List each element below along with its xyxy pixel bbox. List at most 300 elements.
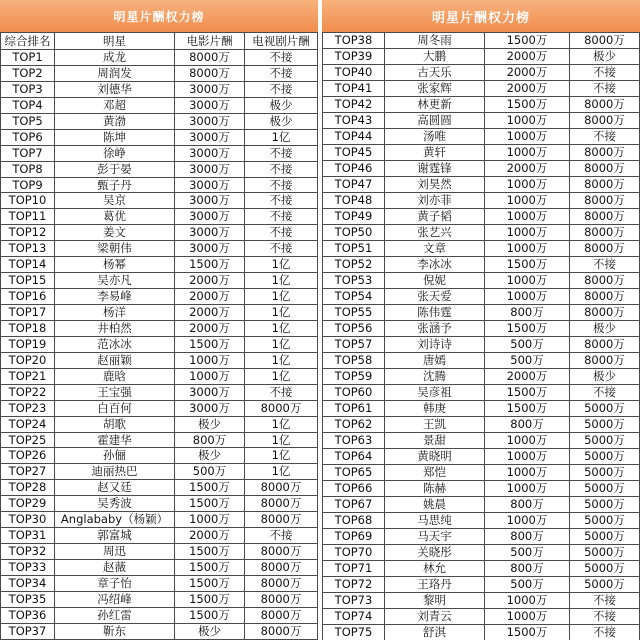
table-row	[0, 146, 318, 162]
film-fee-cell: 1500万	[175, 576, 245, 591]
rank-cell: TOP67	[322, 497, 385, 512]
star-name-cell: 周迅	[55, 544, 175, 559]
table-row	[0, 464, 318, 480]
star-name-cell: 汤唯	[385, 129, 485, 144]
rank-cell: TOP3	[0, 82, 55, 97]
film-fee-header: 电影片酬	[175, 33, 245, 49]
rank-cell: TOP52	[322, 257, 385, 272]
table-row	[322, 529, 640, 545]
star-name-cell: 靳东	[55, 624, 175, 639]
star-name-cell: 孙俪	[55, 448, 175, 463]
table-row	[322, 545, 640, 561]
rank-cell: TOP12	[0, 225, 55, 240]
star-name-cell: 胡歌	[55, 417, 175, 432]
tv-fee-cell: 8000万	[570, 241, 640, 256]
star-name-cell: 林更新	[385, 97, 485, 112]
star-name-cell: 郑恺	[385, 465, 485, 480]
star-name-cell: 吴亦凡	[55, 273, 175, 288]
table-row	[0, 369, 318, 385]
film-fee-cell: 1500万	[485, 33, 570, 48]
rank-cell: TOP57	[322, 337, 385, 352]
tv-fee-cell: 1亿	[245, 305, 318, 320]
film-fee-cell: 3000万	[175, 146, 245, 161]
rank-cell: TOP4	[0, 98, 55, 113]
tv-fee-cell: 8000万	[245, 560, 318, 575]
film-fee-cell: 1000万	[485, 449, 570, 464]
rank-cell: TOP13	[0, 241, 55, 256]
star-name-cell: 孙红雷	[55, 608, 175, 623]
star-name-cell: 井柏然	[55, 321, 175, 336]
table-row	[0, 512, 318, 528]
tv-fee-cell: 8000万	[245, 624, 318, 639]
rank-cell: TOP50	[322, 225, 385, 240]
film-fee-cell: 1000万	[485, 289, 570, 304]
star-name-cell: 刘青云	[385, 609, 485, 624]
star-name-cell: 李易峰	[55, 289, 175, 304]
rank-cell: TOP61	[322, 401, 385, 416]
table-row	[0, 273, 318, 289]
film-fee-cell: 8000万	[175, 66, 245, 81]
rank-cell: TOP33	[0, 560, 55, 575]
tv-fee-cell: 5000万	[570, 417, 640, 432]
film-fee-cell: 1500万	[485, 625, 570, 640]
table-row	[322, 433, 640, 449]
table-row	[322, 481, 640, 497]
film-fee-cell: 3000万	[175, 401, 245, 416]
film-fee-cell: 1500万	[485, 385, 570, 400]
film-fee-cell: 800万	[485, 305, 570, 320]
star-name-cell: 彭于晏	[55, 162, 175, 177]
table-row	[0, 385, 318, 401]
film-fee-cell: 500万	[485, 577, 570, 592]
tv-fee-cell: 8000万	[570, 161, 640, 176]
table-row	[0, 193, 318, 209]
tv-fee-cell: 不接	[245, 385, 318, 400]
tv-fee-cell: 5000万	[570, 545, 640, 560]
star-name-cell: 黄子韬	[385, 209, 485, 224]
tv-fee-cell: 5000万	[570, 401, 640, 416]
film-fee-cell: 1500万	[485, 97, 570, 112]
table-row	[0, 162, 318, 178]
rank-cell: TOP60	[322, 385, 385, 400]
tv-fee-cell: 5000万	[570, 497, 640, 512]
table-row	[0, 289, 318, 305]
table-row	[322, 129, 640, 145]
tv-fee-cell: 5000万	[570, 433, 640, 448]
tv-fee-cell: 5000万	[570, 529, 640, 544]
tv-fee-cell: 5000万	[570, 561, 640, 576]
rank-cell: TOP22	[0, 385, 55, 400]
table-row	[0, 257, 318, 273]
tv-fee-cell: 不接	[245, 178, 318, 193]
table-row	[0, 592, 318, 608]
table-row	[322, 337, 640, 353]
film-fee-cell: 3000万	[175, 209, 245, 224]
star-name-cell: 周润发	[55, 66, 175, 81]
table-row	[322, 305, 640, 321]
film-fee-cell: 3000万	[175, 193, 245, 208]
rank-cell: TOP74	[322, 609, 385, 624]
table-row	[322, 33, 640, 49]
tv-fee-cell: 不接	[570, 81, 640, 96]
film-fee-cell: 1000万	[485, 481, 570, 496]
film-fee-cell: 1500万	[485, 321, 570, 336]
star-name-cell: 沈腾	[385, 369, 485, 384]
table-row	[0, 178, 318, 194]
tv-fee-cell: 不接	[570, 625, 640, 640]
film-fee-cell: 800万	[485, 497, 570, 512]
star-name-cell: 黄晓明	[385, 449, 485, 464]
tv-fee-cell: 不接	[245, 66, 318, 81]
film-fee-cell: 1500万	[175, 257, 245, 272]
rank-cell: TOP46	[322, 161, 385, 176]
rank-cell: TOP21	[0, 369, 55, 384]
star-name-cell: 刘昊然	[385, 177, 485, 192]
tv-fee-cell: 8000万	[570, 337, 640, 352]
rank-cell: TOP42	[322, 97, 385, 112]
table-row	[322, 97, 640, 113]
rank-cell: TOP31	[0, 528, 55, 543]
rank-cell: TOP49	[322, 209, 385, 224]
star-name-cell: 白百何	[55, 401, 175, 416]
film-fee-cell: 2000万	[485, 81, 570, 96]
star-name-cell: 郭富城	[55, 528, 175, 543]
rank-cell: TOP43	[322, 113, 385, 128]
film-fee-cell: 500万	[175, 464, 245, 479]
rank-cell: TOP58	[322, 353, 385, 368]
star-name-cell: 王珞丹	[385, 577, 485, 592]
film-fee-cell: 3000万	[175, 178, 245, 193]
film-fee-cell: 1000万	[485, 433, 570, 448]
film-fee-cell: 1000万	[175, 369, 245, 384]
table-row	[322, 289, 640, 305]
tv-fee-cell: 不接	[245, 225, 318, 240]
star-name-cell: 张涵予	[385, 321, 485, 336]
star-name-cell: 黎明	[385, 593, 485, 608]
rank-cell: TOP41	[322, 81, 385, 96]
rank-cell: TOP29	[0, 496, 55, 511]
star-name-cell: 章子怡	[55, 576, 175, 591]
star-name-cell: 高圆圆	[385, 113, 485, 128]
star-name-cell: 吴彦祖	[385, 385, 485, 400]
rank-cell: TOP30	[0, 512, 55, 527]
star-name-cell: 冯绍峰	[55, 592, 175, 607]
tv-fee-cell: 8000万	[570, 225, 640, 240]
table-row	[322, 369, 640, 385]
tv-fee-cell: 1亿	[245, 464, 318, 479]
star-name-cell: 古天乐	[385, 65, 485, 80]
table-row	[0, 417, 318, 433]
ranking-table-right	[322, 0, 640, 640]
star-name-cell: 舒淇	[385, 625, 485, 640]
tv-fee-cell: 8000万	[570, 273, 640, 288]
rank-cell: TOP16	[0, 289, 55, 304]
tv-fee-cell: 5000万	[570, 481, 640, 496]
rank-cell: TOP69	[322, 529, 385, 544]
table-header-row	[0, 33, 318, 50]
tv-fee-cell: 不接	[245, 50, 318, 65]
table-row	[322, 113, 640, 129]
tv-fee-cell: 不接	[570, 609, 640, 624]
star-name-cell: 赵薇	[55, 560, 175, 575]
table-row	[0, 130, 318, 146]
table-body	[0, 32, 318, 640]
star-name-cell: 文章	[385, 241, 485, 256]
rank-cell: TOP56	[322, 321, 385, 336]
film-fee-cell: 3000万	[175, 130, 245, 145]
table-title: 明星片酬权力榜	[322, 0, 640, 32]
table-row	[322, 49, 640, 65]
film-fee-cell: 2000万	[485, 65, 570, 80]
rank-cell: TOP53	[322, 273, 385, 288]
table-row	[0, 50, 318, 66]
rank-cell: TOP9	[0, 178, 55, 193]
rank-cell: TOP47	[322, 177, 385, 192]
rank-cell: TOP54	[322, 289, 385, 304]
table-row	[322, 401, 640, 417]
tv-fee-cell: 8000万	[245, 401, 318, 416]
star-name-cell: 陈坤	[55, 130, 175, 145]
film-fee-cell: 500万	[485, 545, 570, 560]
table-row	[322, 625, 640, 640]
film-fee-cell: 1000万	[485, 193, 570, 208]
tv-fee-cell: 1亿	[245, 433, 318, 448]
film-fee-cell: 1500万	[175, 496, 245, 511]
rank-cell: TOP23	[0, 401, 55, 416]
table-row	[0, 337, 318, 353]
tv-fee-cell: 1亿	[245, 257, 318, 272]
table-row	[0, 576, 318, 592]
film-fee-cell: 3000万	[175, 114, 245, 129]
table-row	[322, 561, 640, 577]
rank-cell: TOP26	[0, 448, 55, 463]
tv-fee-cell: 8000万	[245, 496, 318, 511]
film-fee-cell: 2000万	[485, 161, 570, 176]
table-row	[0, 82, 318, 98]
tv-fee-cell: 8000万	[570, 289, 640, 304]
tv-fee-cell: 不接	[570, 385, 640, 400]
table-row	[0, 353, 318, 369]
film-fee-cell: 1000万	[485, 273, 570, 288]
star-header: 明星	[55, 33, 175, 49]
rank-cell: TOP8	[0, 162, 55, 177]
tv-fee-cell: 极少	[570, 369, 640, 384]
rank-cell: TOP73	[322, 593, 385, 608]
star-name-cell: 赵丽颖	[55, 353, 175, 368]
star-name-cell: 周冬雨	[385, 33, 485, 48]
star-name-cell: 陈伟霆	[385, 305, 485, 320]
tv-fee-cell: 5000万	[570, 465, 640, 480]
rank-cell: TOP25	[0, 433, 55, 448]
film-fee-cell: 1000万	[485, 209, 570, 224]
rank-cell: TOP59	[322, 369, 385, 384]
tv-fee-cell: 8000万	[570, 209, 640, 224]
film-fee-cell: 1000万	[485, 113, 570, 128]
tv-fee-cell: 8000万	[570, 113, 640, 128]
star-name-cell: 刘亦菲	[385, 193, 485, 208]
rank-cell: TOP75	[322, 625, 385, 640]
rank-cell: TOP55	[322, 305, 385, 320]
table-row	[322, 145, 640, 161]
table-row	[0, 209, 318, 225]
film-fee-cell: 800万	[175, 433, 245, 448]
rank-cell: TOP1	[0, 50, 55, 65]
tv-fee-cell: 8000万	[570, 145, 640, 160]
table-row	[0, 305, 318, 321]
film-fee-cell: 1000万	[485, 465, 570, 480]
table-row	[322, 353, 640, 369]
star-name-cell: 梁朝伟	[55, 241, 175, 256]
tv-fee-cell: 8000万	[245, 576, 318, 591]
table-row	[0, 560, 318, 576]
film-fee-cell: 2000万	[175, 321, 245, 336]
table-row	[322, 417, 640, 433]
rank-cell: TOP63	[322, 433, 385, 448]
tv-fee-cell: 8000万	[245, 608, 318, 623]
rank-cell: TOP72	[322, 577, 385, 592]
film-fee-cell: 1500万	[175, 560, 245, 575]
rank-cell: TOP32	[0, 544, 55, 559]
star-name-cell: 王凯	[385, 417, 485, 432]
rank-cell: TOP48	[322, 193, 385, 208]
table-row	[0, 496, 318, 512]
rank-cell: TOP6	[0, 130, 55, 145]
star-name-cell: 黄渤	[55, 114, 175, 129]
rank-cell: TOP36	[0, 608, 55, 623]
table-row	[322, 241, 640, 257]
table-row	[322, 177, 640, 193]
table-title: 明星片酬权力榜	[0, 0, 318, 32]
table-row	[0, 528, 318, 544]
film-fee-cell: 1000万	[485, 609, 570, 624]
table-row	[322, 385, 640, 401]
star-name-cell: 韩庚	[385, 401, 485, 416]
star-name-cell: 范冰冰	[55, 337, 175, 352]
star-name-cell: 杨幂	[55, 257, 175, 272]
film-fee-cell: 1000万	[485, 177, 570, 192]
film-fee-cell: 3000万	[175, 98, 245, 113]
film-fee-cell: 1500万	[175, 480, 245, 495]
rank-cell: TOP17	[0, 305, 55, 320]
star-name-cell: 谢霆锋	[385, 161, 485, 176]
film-fee-cell: 2000万	[485, 49, 570, 64]
table-row	[0, 433, 318, 449]
tv-fee-cell: 极少	[570, 49, 640, 64]
rank-cell: TOP27	[0, 464, 55, 479]
film-fee-cell: 500万	[485, 353, 570, 368]
tv-fee-cell: 8000万	[570, 305, 640, 320]
star-name-cell: 陈赫	[385, 481, 485, 496]
film-fee-cell: 8000万	[175, 50, 245, 65]
tv-fee-cell: 8000万	[570, 97, 640, 112]
tv-fee-cell: 5000万	[570, 577, 640, 592]
film-fee-cell: 极少	[175, 624, 245, 639]
tv-fee-cell: 8000万	[570, 33, 640, 48]
table-row	[322, 321, 640, 337]
star-name-cell: 大鹏	[385, 49, 485, 64]
tv-fee-cell: 不接	[570, 65, 640, 80]
table-row	[0, 608, 318, 624]
tv-fee-cell: 极少	[245, 98, 318, 113]
table-row	[0, 448, 318, 464]
tv-fee-header: 电视剧片酬	[245, 33, 318, 49]
star-name-cell: 姚晨	[385, 497, 485, 512]
rank-cell: TOP37	[0, 624, 55, 639]
film-fee-cell: 800万	[485, 561, 570, 576]
table-row	[322, 513, 640, 529]
film-fee-cell: 1000万	[175, 353, 245, 368]
tv-fee-cell: 不接	[570, 257, 640, 272]
table-row	[322, 465, 640, 481]
star-name-cell: 唐嫣	[385, 353, 485, 368]
star-name-cell: 邓超	[55, 98, 175, 113]
rank-cell: TOP14	[0, 257, 55, 272]
star-name-cell: 鹿晗	[55, 369, 175, 384]
rank-cell: TOP62	[322, 417, 385, 432]
tv-fee-cell: 不接	[570, 593, 640, 608]
star-name-cell: 马天宇	[385, 529, 485, 544]
film-fee-cell: 3000万	[175, 82, 245, 97]
tv-fee-cell: 不接	[245, 162, 318, 177]
film-fee-cell: 2000万	[175, 305, 245, 320]
rank-cell: TOP66	[322, 481, 385, 496]
rank-cell: TOP7	[0, 146, 55, 161]
film-fee-cell: 3000万	[175, 162, 245, 177]
film-fee-cell: 2000万	[175, 289, 245, 304]
table-row	[322, 449, 640, 465]
star-name-cell: Anglababy（杨颖）	[55, 512, 175, 527]
rank-cell: TOP68	[322, 513, 385, 528]
tv-fee-cell: 1亿	[245, 321, 318, 336]
tv-fee-cell: 1亿	[245, 337, 318, 352]
rank-cell: TOP28	[0, 480, 55, 495]
film-fee-cell: 3000万	[175, 385, 245, 400]
star-name-cell: 张天爱	[385, 289, 485, 304]
film-fee-cell: 极少	[175, 448, 245, 463]
rank-cell: TOP15	[0, 273, 55, 288]
table-row	[0, 114, 318, 130]
star-name-cell: 马思纯	[385, 513, 485, 528]
star-name-cell: 吴京	[55, 193, 175, 208]
table-body	[322, 32, 640, 640]
rank-cell: TOP44	[322, 129, 385, 144]
table-row	[322, 257, 640, 273]
table-row	[0, 225, 318, 241]
film-fee-cell: 2000万	[485, 369, 570, 384]
tv-fee-cell: 5000万	[570, 449, 640, 464]
film-fee-cell: 3000万	[175, 241, 245, 256]
tv-fee-cell: 8000万	[245, 544, 318, 559]
star-name-cell: 李冰冰	[385, 257, 485, 272]
table-row	[0, 480, 318, 496]
film-fee-cell: 1000万	[485, 513, 570, 528]
table-row	[0, 624, 318, 640]
star-name-cell: 林允	[385, 561, 485, 576]
table-row	[322, 81, 640, 97]
film-fee-cell: 2000万	[175, 528, 245, 543]
film-fee-cell: 1000万	[485, 145, 570, 160]
star-name-cell: 景甜	[385, 433, 485, 448]
table-row	[322, 209, 640, 225]
star-name-cell: 迪丽热巴	[55, 464, 175, 479]
rank-cell: TOP5	[0, 114, 55, 129]
tv-fee-cell: 1亿	[245, 289, 318, 304]
tv-fee-cell: 不接	[570, 129, 640, 144]
star-name-cell: 倪妮	[385, 273, 485, 288]
rank-cell: TOP18	[0, 321, 55, 336]
film-fee-cell: 1500万	[485, 401, 570, 416]
rank-cell: TOP64	[322, 449, 385, 464]
